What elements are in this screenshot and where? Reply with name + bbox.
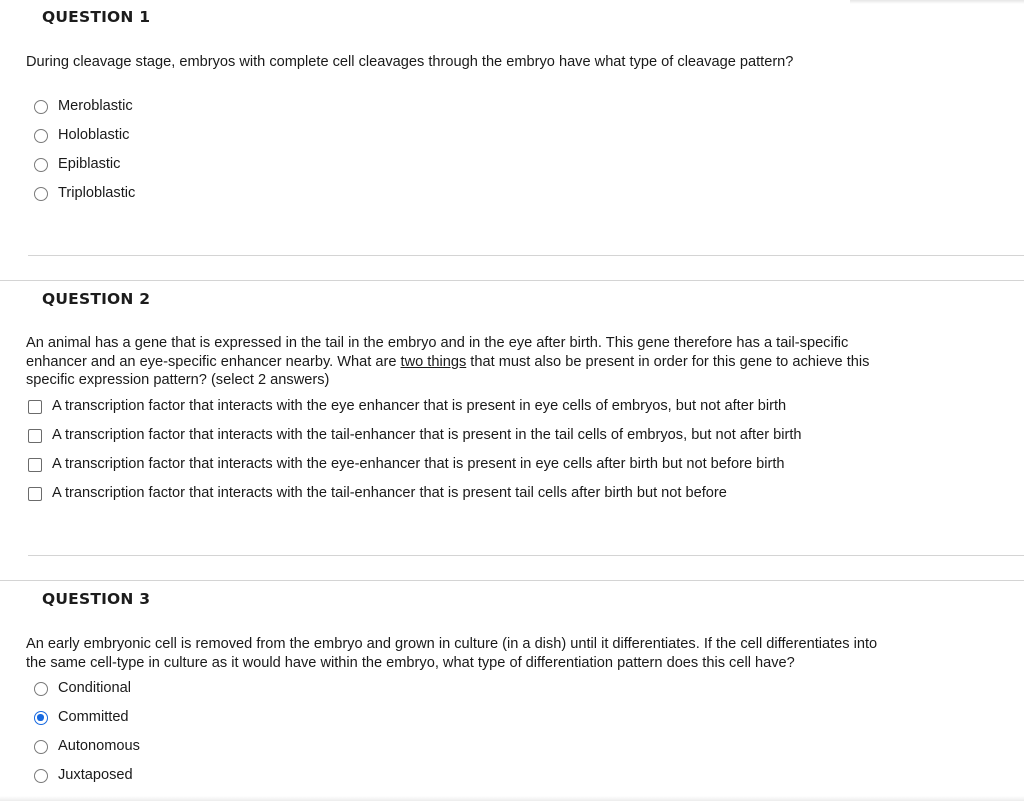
answer-option-conditional[interactable] xyxy=(0,679,980,701)
question-text-line: An animal has a gene that is expressed in the tail in the embryo and in the eye after birth. This gene therefore has a tail-specific xyxy=(26,335,849,351)
answer-option-meroblastic[interactable] xyxy=(0,97,980,119)
answer-option-committed[interactable] xyxy=(0,708,980,730)
question-title: QUESTION 1 xyxy=(42,8,151,26)
radio-button[interactable] xyxy=(34,100,48,114)
section-divider xyxy=(28,555,1024,556)
answer-option-epiblastic[interactable] xyxy=(0,155,980,177)
radio-button[interactable] xyxy=(34,740,48,754)
top-shadow xyxy=(850,0,1024,4)
radio-button[interactable] xyxy=(34,158,48,172)
answer-label: A transcription factor that interacts with the tail-enhancer that is present tail cells after birth but not before xyxy=(52,485,727,501)
checkbox[interactable] xyxy=(28,487,42,501)
answer-label: Juxtaposed xyxy=(58,767,133,783)
question-title: QUESTION 2 xyxy=(42,290,151,308)
question-text xyxy=(26,635,986,672)
radio-button[interactable] xyxy=(34,187,48,201)
answer-label: Epiblastic xyxy=(58,156,121,172)
answer-option-2[interactable] xyxy=(0,426,980,448)
question-text-line: An early embryonic cell is removed from the embryo and grown in culture (in a dish) until it differentiates. If the cell differentiates into xyxy=(26,636,878,652)
question-text: During cleavage stage, embryos with complete cell cleavages through the embryo have what type of cleavage pattern? xyxy=(26,54,794,70)
radio-button[interactable] xyxy=(34,769,48,783)
checkbox[interactable] xyxy=(28,429,42,443)
answer-label: A transcription factor that interacts with the tail-enhancer that is present in the tail cells of embryos, but not after birth xyxy=(52,427,802,443)
question-text-segment: that must also be present in order for this gene to achieve this xyxy=(466,353,870,370)
answer-option-triploblastic[interactable] xyxy=(0,184,980,206)
answer-label: A transcription factor that interacts with the eye enhancer that is present in eye cells of embryos, but not after birth xyxy=(52,398,787,414)
answer-label: Triploblastic xyxy=(58,185,136,201)
answer-option-autonomous[interactable] xyxy=(0,737,980,759)
question-text-segment: enhancer and an eye-specific enhancer nearby. What are xyxy=(26,353,401,370)
answer-label: Meroblastic xyxy=(58,98,133,114)
answer-option-4[interactable] xyxy=(0,484,980,506)
checkbox[interactable] xyxy=(28,400,42,414)
question-text xyxy=(26,334,986,390)
answer-label: A transcription factor that interacts with the eye-enhancer that is present in eye cells after birth but not before birth xyxy=(52,456,785,472)
checkbox[interactable] xyxy=(28,458,42,472)
answer-option-holoblastic[interactable] xyxy=(0,126,980,148)
answer-label: Autonomous xyxy=(58,738,140,754)
question-text-line: the same cell-type in culture as it would have within the embryo, what type of differentiation pattern does this cell have? xyxy=(26,654,795,671)
answer-option-juxtaposed[interactable] xyxy=(0,766,980,788)
emphasis-text: two things xyxy=(400,353,467,370)
answer-label: Holoblastic xyxy=(58,127,130,143)
question-title: QUESTION 3 xyxy=(42,590,151,608)
radio-button[interactable] xyxy=(34,682,48,696)
radio-button[interactable] xyxy=(34,129,48,143)
section-divider xyxy=(0,280,1024,281)
answer-option-3[interactable] xyxy=(0,455,980,477)
bottom-shadow xyxy=(0,796,1024,801)
answer-label: Conditional xyxy=(58,680,132,696)
answer-label: Committed xyxy=(58,709,129,725)
section-divider xyxy=(28,255,1024,256)
question-text-line: specific expression pattern? (select 2 answers) xyxy=(26,372,330,388)
answer-option-1[interactable] xyxy=(0,397,980,419)
radio-button-selected[interactable] xyxy=(34,711,48,725)
question-text-line xyxy=(26,353,986,372)
section-divider xyxy=(0,580,1024,581)
